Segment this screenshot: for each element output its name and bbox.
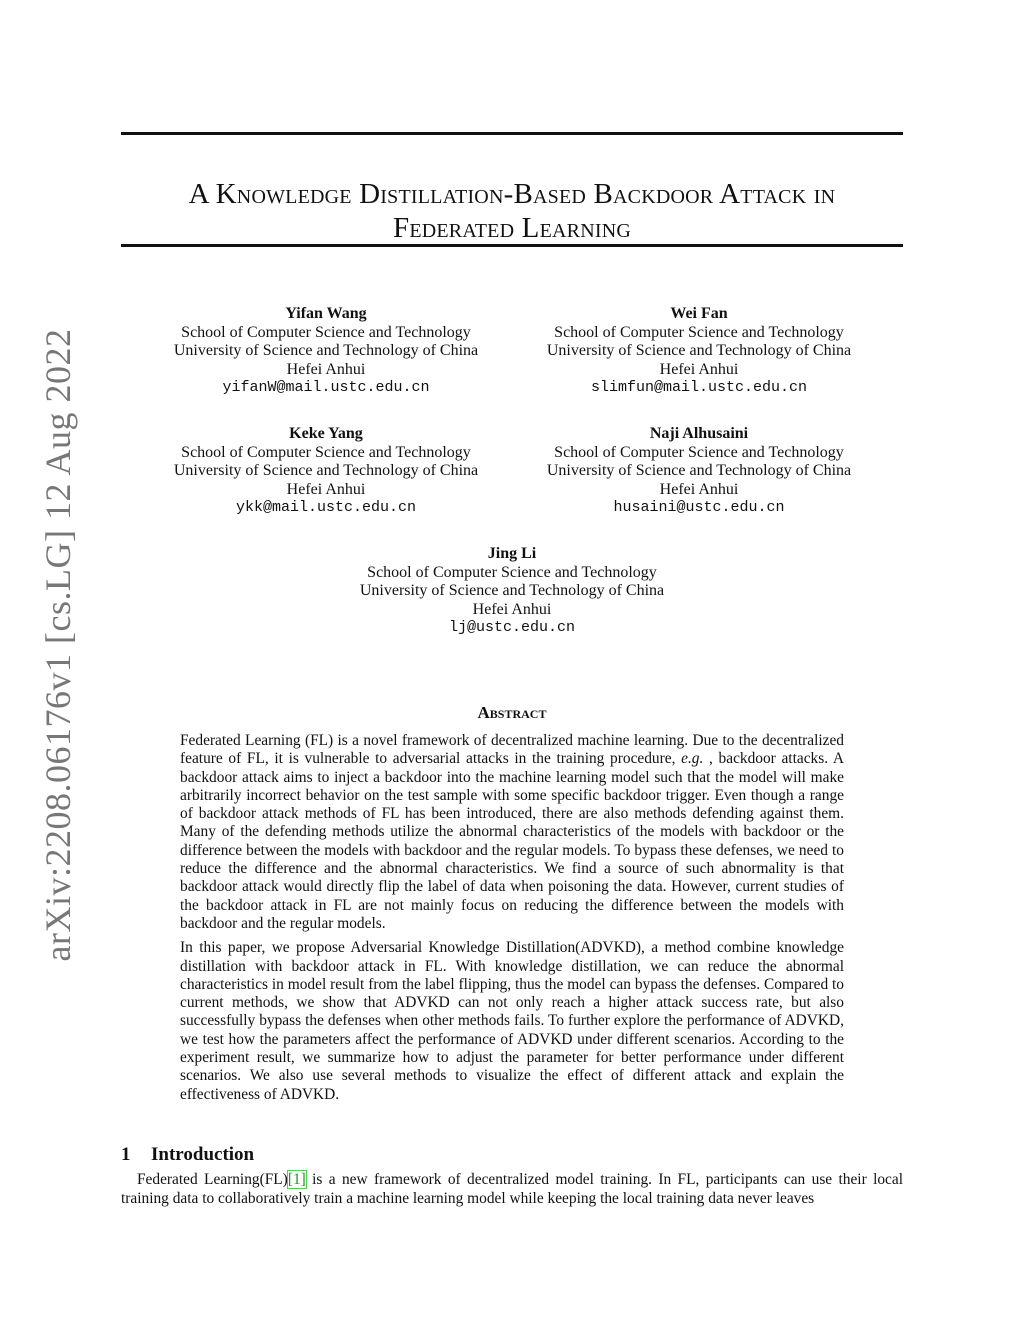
abstract-body [180, 732, 844, 1110]
section-heading [121, 1144, 254, 1166]
author-block [156, 305, 496, 398]
author-name: Yifan Wang [285, 305, 367, 322]
abstract-text: Federated Learning (FL) is a novel framework of decentralized machine learning. Due to the decentralized feature of FL, it is vulnerable to adversarial attacks in the training procedure, [180, 732, 844, 768]
author-university: University of Science and Technology of China [359, 582, 665, 599]
author-block [342, 545, 682, 638]
author-university: University of Science and Technology of China [173, 342, 479, 359]
author-name: Keke Yang [289, 425, 363, 442]
abstract-paragraph-2: In this paper, we propose Adversarial Knowledge Distillation(ADVKD), a method combine knowledge distillation with backdoor attack in FL. With knowledge distillation, we can reduce the abnormal characteristics in model result from the label flipping, thus the model can bypass the defenses. Compared to current methods, we show that ADVKD can not only reach a higher attack success rate, but also successfully bypass the defenses when other methods fails. To further explore the performance of ADVKD, we test how the parameters affect the performance of ADVKD under different scenarios. According to the experiment result, we summarize how to adjust the parameter for better performance under different scenarios. We also use several methods to visualize the effect of different attack and explain the effectiveness of ADVKD. [180, 939, 844, 1103]
author-email[interactable]: husaini@ustc.edu.cn [613, 499, 785, 516]
author-city: Hefei Anhui [286, 360, 366, 378]
author-university: University of Science and Technology of China [173, 462, 479, 479]
author-block [529, 305, 869, 398]
abstract-paragraph-1 [180, 732, 844, 933]
title-line-1: A Knowledge Distillation-Based Backdoor Attack in [188, 178, 836, 211]
author-department: School of Computer Science and Technology [367, 563, 657, 581]
author-department: School of Computer Science and Technology [181, 323, 471, 341]
section-title: Introduction [151, 1143, 255, 1165]
section-number: 1 [121, 1143, 131, 1165]
author-email[interactable]: yifanW@mail.ustc.edu.cn [222, 379, 430, 396]
author-department: School of Computer Science and Technology [554, 443, 844, 461]
author-block [529, 425, 869, 518]
title-bottom-rule [121, 244, 903, 247]
author-name: Wei Fan [670, 305, 728, 322]
author-city: Hefei Anhui [286, 480, 366, 498]
author-university: University of Science and Technology of China [546, 342, 852, 359]
section-paragraph [121, 1170, 903, 1208]
abstract-text: , backdoor attacks. A backdoor attack aims to inject a backdoor into the machine learning model such that the model will make arbitrarily incorrect behavior on the test sample with some specific backdoor trigger. Even though a range of backdoor attack methods of FL has been introduced, there are also methods defending against them. Many of the defending methods utilize the abnormal characteristics of the models with backdoor or the difference between the models with backdoor and the regular models. To bypass these defenses, we need to reduce the difference and the abnormal characteristics. We find a source of such abnormality is that backdoor attack would directly flip the label of data when poisoning the data. However, current studies of the backdoor attack in FL are not mainly focus on reducing the difference between the models with backdoor and the regular models. [180, 750, 844, 932]
author-name: Naji Alhusaini [649, 425, 749, 442]
author-name: Jing Li [487, 545, 537, 562]
body-text: is a new framework of decentralized model training. In FL, participants can use their local training data to collaboratively train a machine learning model while keeping the local training data never leaves [121, 1171, 903, 1207]
author-department: School of Computer Science and Technology [554, 323, 844, 341]
author-city: Hefei Anhui [659, 480, 739, 498]
title-line-2: Federated Learning [392, 212, 631, 245]
abstract-heading: Abstract [477, 703, 547, 722]
abstract-eg: e.g. [681, 750, 704, 768]
body-text: Federated Learning(FL) [137, 1171, 288, 1188]
citation-link[interactable]: [1] [287, 1171, 306, 1188]
author-university: University of Science and Technology of China [546, 462, 852, 479]
paper-title [121, 177, 903, 245]
title-top-rule [121, 132, 903, 135]
author-block [156, 425, 496, 518]
author-city: Hefei Anhui [472, 600, 552, 618]
author-email[interactable]: lj@ustc.edu.cn [448, 619, 576, 636]
author-email[interactable]: slimfun@mail.ustc.edu.cn [590, 379, 808, 396]
arxiv-identifier: arXiv:2208.06176v1 [cs.LG] 12 Aug 2022 [38, 328, 78, 962]
author-department: School of Computer Science and Technology [181, 443, 471, 461]
author-city: Hefei Anhui [659, 360, 739, 378]
author-email[interactable]: ykk@mail.ustc.edu.cn [235, 499, 417, 516]
